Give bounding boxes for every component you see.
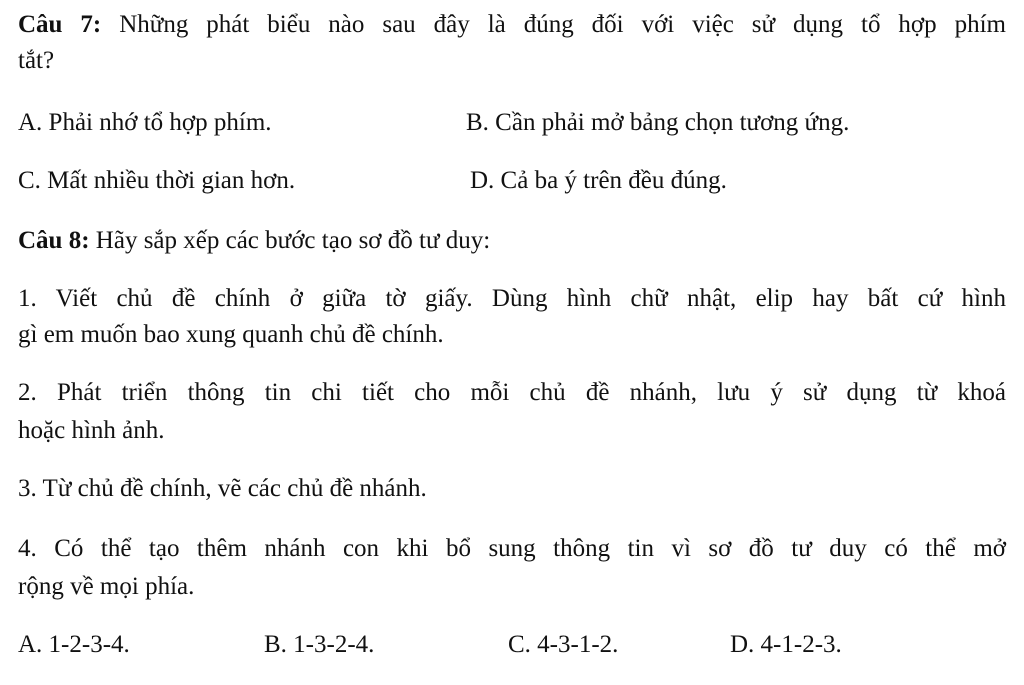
q8-step-2-line-1: 2. Phát triển thông tin chi tiết cho mỗi chủ đề nhánh, lưu ý sử dụng từ khoá	[18, 379, 1006, 406]
q7-label: Câu 7:	[18, 11, 102, 38]
q8-step-4-line-1: 4. Có thể tạo thêm nhánh con khi bổ sung thông tin vì sơ đồ tư duy có thể mở	[18, 535, 1006, 562]
q8-step-1-line-2: gì em muốn bao xung quanh chủ đề chính.	[18, 321, 444, 348]
q7-option-a: A. Phải nhớ tổ hợp phím.	[18, 109, 272, 136]
q8-step-3: 3. Từ chủ đề chính, vẽ các chủ đề nhánh.	[18, 475, 427, 502]
q7-option-c: C. Mất nhiều thời gian hơn.	[18, 167, 296, 194]
q7-text-1: Những phát biểu nào sau đây là đúng đối với việc sử dụng tổ hợp phím	[101, 11, 1006, 38]
q8-option-a: A. 1-2-3-4.	[18, 631, 130, 658]
q8-step-2-line-2: hoặc hình ảnh.	[18, 417, 165, 444]
q7-stem-line-1	[18, 10, 1006, 40]
q8-label: Câu 8:	[18, 227, 90, 254]
q8-option-d: D. 4-1-2-3.	[730, 631, 842, 658]
q7-text-2: tắt?	[18, 47, 55, 74]
q8-text: Hãy sắp xếp các bước tạo sơ đồ tư duy:	[89, 227, 491, 254]
q8-stem	[18, 226, 490, 256]
q8-step-1-line-1: 1. Viết chủ đề chính ở giữa tờ giấy. Dùng hình chữ nhật, elip hay bất cứ hình	[18, 285, 1006, 312]
q8-option-c: C. 4-3-1-2.	[508, 631, 619, 658]
q8-step-4-line-2: rộng về mọi phía.	[18, 573, 195, 600]
q7-option-b: B. Cần phải mở bảng chọn tương ứng.	[466, 109, 850, 136]
q7-option-d: D. Cả ba ý trên đều đúng.	[470, 167, 727, 194]
q8-option-b: B. 1-3-2-4.	[264, 631, 375, 658]
